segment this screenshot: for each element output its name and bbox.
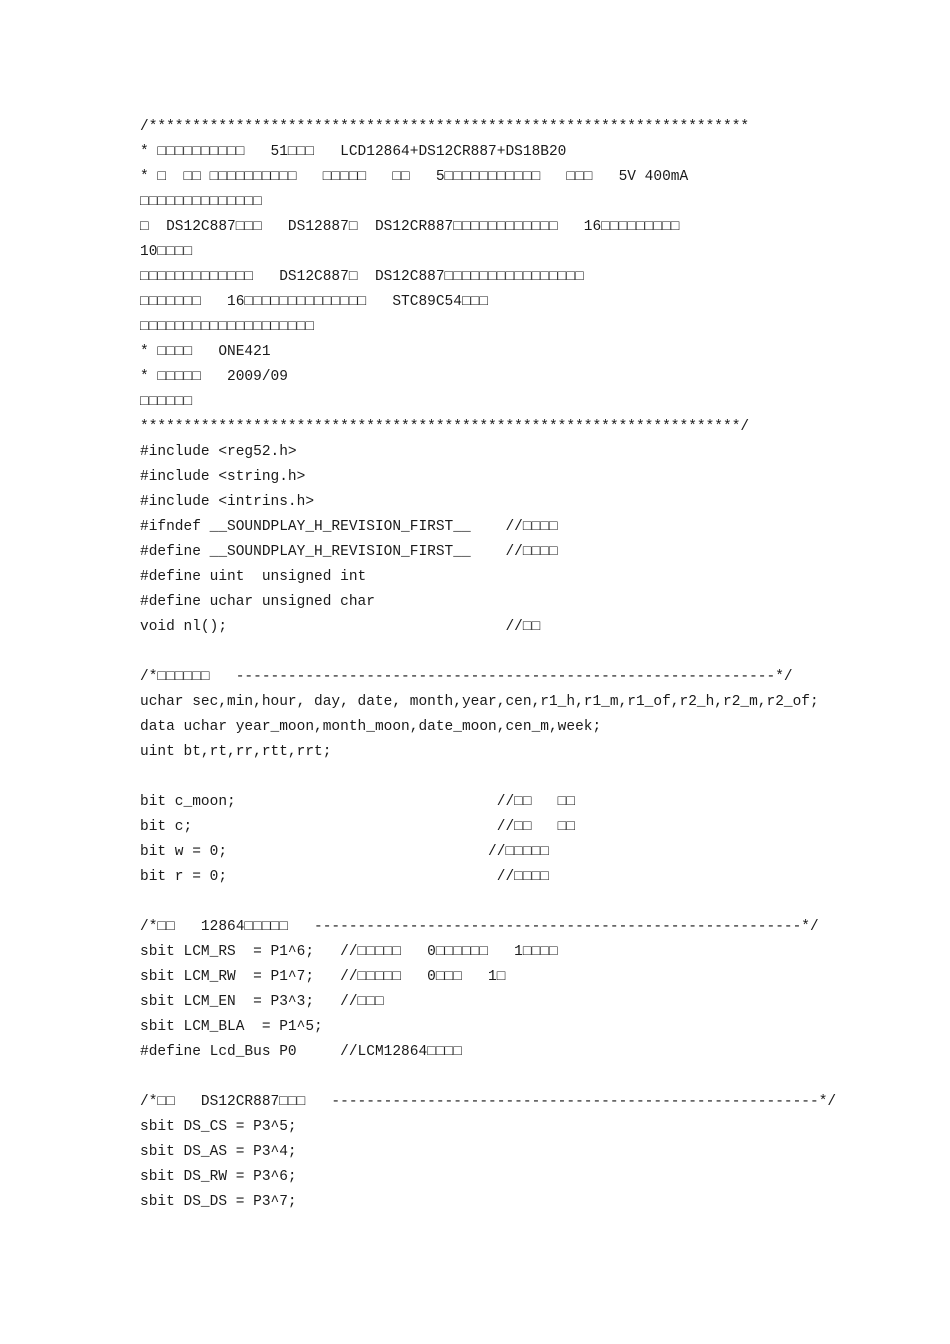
header-date-line: * □□□□□ 2009/09 (140, 369, 288, 385)
header-border-top: /********************************************************************* (140, 119, 750, 135)
code-line: bit c_moon; //□□ □□ (140, 794, 576, 810)
code-line: void nl(); //□□ (140, 619, 541, 635)
code-line: #include <intrins.h> (140, 494, 315, 510)
code-line: #include <string.h> (140, 469, 306, 485)
header-title-line: * □□□□□□□□□□ 51□□□ LCD12864+DS12CR887+DS18B20 (140, 144, 567, 160)
code-line: bit r = 0; //□□□□ (140, 869, 549, 885)
code-line: sbit LCM_RW = P1^7; //□□□□□ 0□□□ 1□ (140, 969, 506, 985)
section-comment-line: /*□□ 12864□□□□□ --------------------------------------------------------*/ (140, 919, 819, 935)
code-line: data uchar year_moon,month_moon,date_moon,cen_m,week; (140, 719, 602, 735)
code-line: #define uint unsigned int (140, 569, 367, 585)
code-line: #define __SOUNDPLAY_H_REVISION_FIRST__ //□□□□ (140, 544, 558, 560)
code-line: #include <reg52.h> (140, 444, 297, 460)
code-line: sbit DS_DS = P3^7; (140, 1194, 297, 1210)
code-line: sbit LCM_RS = P1^6; //□□□□□ 0□□□□□□ 1□□□□ (140, 944, 558, 960)
header-description-line: □□□□□□□□□□□□□ DS12C887□ DS12C887□□□□□□□□□□□□□□□□ (140, 269, 584, 285)
section-comment-line: /*□□□□□□ --------------------------------------------------------------*/ (140, 669, 793, 685)
code-line: sbit LCM_EN = P3^3; //□□□ (140, 994, 384, 1010)
code-line: uchar sec,min,hour, day, date, month,year,cen,r1_h,r1_m,r1_of,r2_h,r2_m,r2_of; (140, 694, 819, 710)
code-line: bit c; //□□ □□ (140, 819, 576, 835)
header-description-line: □□□□□□□□□□□□□□□□□□□□ (140, 319, 315, 335)
header-description-line: □□□□□□□□□□□□□□ (140, 194, 262, 210)
header-description-line: □□□□□□□ 16□□□□□□□□□□□□□□ STC89C54□□□ (140, 294, 489, 310)
code-line: #ifndef __SOUNDPLAY_H_REVISION_FIRST__ //□□□□ (140, 519, 558, 535)
code-line: sbit DS_CS = P3^5; (140, 1119, 297, 1135)
code-line: #define uchar unsigned char (140, 594, 375, 610)
code-line: uint bt,rt,rr,rtt,rrt; (140, 744, 332, 760)
header-border-bottom: *********************************************************************/ (140, 419, 750, 435)
header-author-line: * □□□□ ONE421 (140, 344, 271, 360)
section-comment-line: /*□□ DS12CR887□□□ --------------------------------------------------------*/ (140, 1094, 837, 1110)
header-description-line: * □ □□ □□□□□□□□□□ □□□□□ □□ 5□□□□□□□□□□□ □□□ 5V 400mA (140, 169, 689, 185)
code-line: sbit DS_RW = P3^6; (140, 1169, 297, 1185)
code-line: sbit LCM_BLA = P1^5; (140, 1019, 323, 1035)
header-description-line: 10□□□□ (140, 244, 193, 260)
code-line: #define Lcd_Bus P0 //LCM12864□□□□ (140, 1044, 462, 1060)
code-line: bit w = 0; //□□□□□ (140, 844, 549, 860)
header-description-line: □ DS12C887□□□ DS12887□ DS12CR887□□□□□□□□□□□□ 16□□□□□□□□□ (140, 219, 680, 235)
header-description-line: □□□□□□ (140, 394, 193, 410)
code-line: sbit DS_AS = P3^4; (140, 1144, 297, 1160)
